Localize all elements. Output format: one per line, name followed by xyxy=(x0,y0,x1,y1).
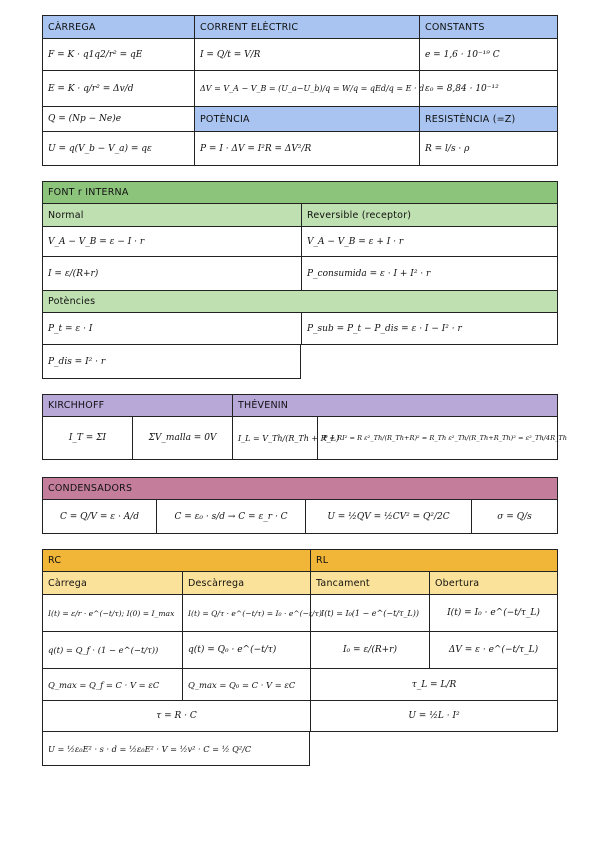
header-row xyxy=(42,181,558,204)
formula-thevenin-current: I_L = V_Th/(R_Th + R_L) xyxy=(232,417,317,459)
formula-rc-discharge-current: I(t) = Q/τ · e^(−t/τ) = I₀ · e^(−t/τ) xyxy=(182,595,310,631)
formula-power: P = I · ΔV = I²R = ΔV²/R xyxy=(194,132,419,165)
subheader-potencies: Potències xyxy=(43,291,557,312)
formula-rc-tau: τ = R · C xyxy=(156,711,197,721)
formula-row xyxy=(42,131,558,166)
formula-cap-energy: U = ½QV = ½CV² = Q²/2C xyxy=(305,500,471,533)
formula-rl-voltage: ΔV = ε · e^(−t/τ_L) xyxy=(429,632,557,668)
formula-rl-opening-current: I(t) = I₀ · e^(−t/τ_L) xyxy=(429,595,557,631)
header-row xyxy=(42,477,558,500)
formula-row xyxy=(42,731,310,766)
formula-rc-discharge-q: q(t) = Q₀ · e^(−t/τ) xyxy=(182,632,310,668)
formula-row xyxy=(42,70,558,107)
subheader-descarrega: Descàrrega xyxy=(182,572,310,594)
subheader-carrega: Càrrega xyxy=(43,572,182,594)
formula-row xyxy=(42,668,558,701)
formula-charge-constant: e = 1,6 · 10⁻¹⁹ C xyxy=(419,39,557,70)
formula-resistance: R = l/s · ρ xyxy=(419,132,557,165)
formula-energy: U = q(V_b − V_a) = qε xyxy=(48,143,152,154)
formula-row xyxy=(42,700,558,732)
formula-kirchhoff-voltage: ΣV_malla = 0V xyxy=(132,417,232,459)
formula-dissipated-power: P_dis = I² · r xyxy=(48,356,106,367)
header-rl: RL xyxy=(310,550,557,571)
formula-kirchhoff-current: I_T = ΣI xyxy=(68,433,107,443)
formula-coulomb: F = K · q1q2/r² = qE xyxy=(48,49,143,60)
formula-row xyxy=(42,631,558,669)
header-row xyxy=(42,394,558,417)
header-thevenin: THÉVENIN xyxy=(232,395,557,416)
header-row xyxy=(42,15,558,39)
header-font: FONT r INTERNA xyxy=(43,182,557,203)
formula-total-power: P_t = ε · I xyxy=(48,323,93,334)
formula-thevenin-power: P = RI² = R ε²_Th/(R_Th+R)² = R_Th ε²_Th/(R_Th+R_Th)² = ε²_Th/4R_Th xyxy=(317,417,557,459)
formula-rev-voltage: V_A − V_B = ε + I · r xyxy=(301,227,557,256)
formula-rc-charge-q: q(t) = Q_f · (1 − e^(−t/τ)) xyxy=(48,645,159,655)
header-resistencia: RESISTÈNCIA (=Z) xyxy=(419,107,557,131)
formula-rc-charge-current: I(t) = ε/r · e^(−t/τ); I(0) = I_max xyxy=(48,608,175,618)
formula-rl-tau: τ_L = L/R xyxy=(310,669,557,700)
subheader-obertura: Obertura xyxy=(429,572,557,594)
formula-surface-density: σ = Q/s xyxy=(471,500,557,533)
header-kirchhoff: KIRCHHOFF xyxy=(43,395,232,416)
formula-row xyxy=(42,594,558,632)
formula-row xyxy=(42,106,558,132)
subheader-reversible: Reversible (receptor) xyxy=(301,204,557,226)
header-potencia: POTÈNCIA xyxy=(194,107,419,131)
formula-rc-qmax-charge: Q_max = Q_f = C · V = εC xyxy=(48,679,160,690)
header-corrent: CORRENT ELÈCTRIC xyxy=(194,16,419,38)
formula-rl-initial-current: I₀ = ε/(R+r) xyxy=(310,632,429,668)
formula-rc-qmax-discharge: Q_max = Q₀ = C · V = εC xyxy=(182,669,310,700)
formula-current: I = Q/t = V/R xyxy=(194,39,419,70)
subheader-row xyxy=(42,571,558,595)
formula-rl-energy: U = ½L · I² xyxy=(310,701,557,731)
formula-dielectric: C = ε₀ · s/d → C = ε_r · C xyxy=(156,500,305,533)
subheader-row xyxy=(42,203,558,227)
formula-row xyxy=(42,416,568,460)
formula-row xyxy=(42,312,558,345)
subheader-tancament: Tancament xyxy=(310,572,429,594)
formula-row xyxy=(42,226,558,257)
formula-field-energy: U = ½ε₀E² · s · d = ½ε₀E² · V = ½v² · C = ½ Q²/C xyxy=(48,743,252,754)
header-constants: CONSTANTS xyxy=(419,16,557,38)
formula-normal-voltage: V_A − V_B = ε − I · r xyxy=(48,236,145,247)
formula-row xyxy=(42,499,558,534)
subheader-row xyxy=(42,290,558,313)
formula-row xyxy=(42,256,558,291)
formula-charge: Q = (Np − Ne)e xyxy=(48,114,122,124)
formula-row xyxy=(42,344,301,379)
header-row xyxy=(42,549,558,572)
formula-supplied-power: P_sub = P_t − P_dis = ε · I − I² · r xyxy=(301,313,557,344)
formula-normal-current: I = ε/(R+r) xyxy=(48,268,99,279)
header-carrega: CÀRREGA xyxy=(43,16,194,38)
header-rc: RC xyxy=(43,550,310,571)
formula-row xyxy=(42,38,558,71)
formula-potential: ΔV = V_A − V_B = (U_a−U_b)/q = W/q = qEd/q = E · d xyxy=(194,71,419,106)
formula-consumed-power: P_consumida = ε · I + I² · r xyxy=(301,257,557,290)
formula-field: E = K · q/r² = Δv/d xyxy=(48,83,134,94)
formula-rl-closing-current: I(t) = I₀(1 − e^(−t/τ_L)) xyxy=(310,595,429,631)
subheader-normal: Normal xyxy=(43,204,301,226)
formula-capacitance: C = Q/V = ε · A/d xyxy=(59,511,140,522)
header-condensadors: CONDENSADORS xyxy=(43,478,557,499)
formula-permittivity: ε₀ = 8,84 · 10⁻¹² xyxy=(419,71,557,106)
